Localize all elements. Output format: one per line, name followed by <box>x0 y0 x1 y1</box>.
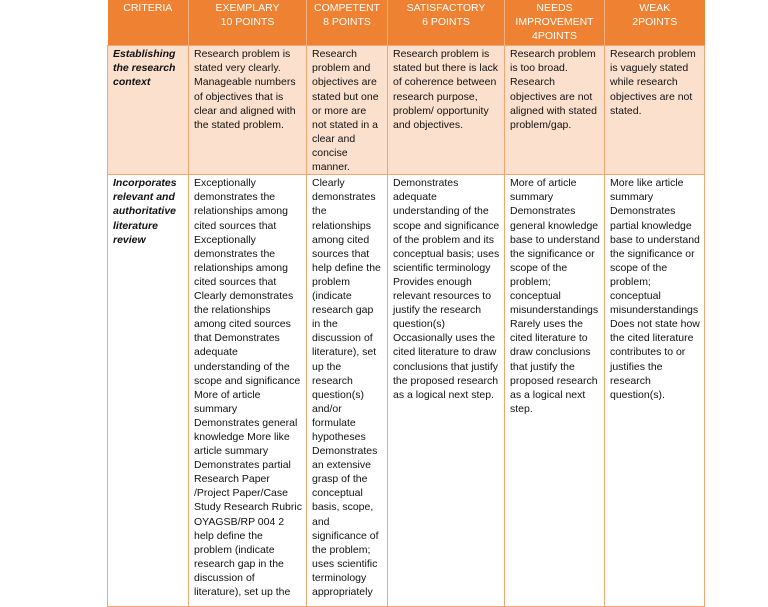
header-row <box>108 0 705 46</box>
level-points: 10 POINTS <box>220 16 275 29</box>
header-competent <box>307 0 388 46</box>
level-name: NEEDS IMPROVEMENT <box>515 2 594 29</box>
header-needs-improvement <box>505 0 605 46</box>
header-criteria-label: CRITERIA <box>123 2 173 14</box>
level-points: 6 POINTS <box>422 16 470 29</box>
cell-competent: Research problem and objectives are stated but one or more are not stated in a clear and concise manner. <box>307 46 388 175</box>
level-name: SATISFACTORY <box>406 2 486 14</box>
criterion-literature-review: Incorporates relevant and authoritative literature review <box>108 175 189 607</box>
level-name: WEAK <box>639 2 671 14</box>
header-exemplary <box>189 0 307 46</box>
level-name: EXEMPLARY <box>215 2 280 14</box>
cell-exemplary: Research problem is stated very clearly. Manageable numbers of objectives that is clear and aligned with the stated problem. <box>189 46 307 175</box>
cell-satisfactory: Demonstrates adequate understanding of the scope and significance of the problem and its conceptual basis; uses scientific terminology Provides enough relevant resources to justify the research question(s) Occasionally uses the cited literature to draw conclusions that justify the proposed research as a logical next step. <box>388 175 505 607</box>
level-points: 4POINTS <box>532 30 577 43</box>
level-points: 8 POINTS <box>323 16 371 29</box>
cell-exemplary: Exceptionally demonstrates the relationships among cited sources that Exceptionally demonstrates the relationships among cited sources that Clearly demonstrates the relationships among cited sources that Demonstrates adequate understanding of the scope and significance More of article summary Demonstrates general knowledge More like article summary Demonstrates partial Research Paper /Project Paper/Case Study Research Rubric OYAGSB/RP 004 2 help define the problem (indicate research gap in the discussion of literature), set up the <box>189 175 307 607</box>
table-row <box>108 175 705 607</box>
cell-satisfactory: Research problem is stated but there is lack of coherence between research purpose, problem/ opportunity and objectives. <box>388 46 505 175</box>
cell-weak: Research problem is vaguely stated while research objectives are not stated. <box>605 46 705 175</box>
cell-competent: Clearly demonstrates the relationships among cited sources that help define the problem (indicate research gap in the discussion of literature), set up the research question(s) and/or formulate hypotheses Demonstrates an extensive grasp of the conceptual basis, scope, and significance of the problem; uses scientific terminology appropriately <box>307 175 388 607</box>
header-satisfactory <box>388 0 505 46</box>
header-criteria <box>108 0 189 46</box>
header-weak <box>605 0 705 46</box>
rubric-table <box>107 0 705 607</box>
level-name: COMPETENT <box>314 2 380 14</box>
level-points: 2POINTS <box>632 16 678 29</box>
cell-needs-improvement: More of article summary Demonstrates general knowledge base to understand the significance or scope of the problem; conceptual misunderstandings Rarely uses the cited literature to draw conclusions that justify the proposed research as a logical next step. <box>505 175 605 607</box>
cell-weak: More like article summary Demonstrates partial knowledge base to understand the significance or scope of the problem; conceptual misunderstandings Does not state how the cited literature contributes to or justifies the research question(s). <box>605 175 705 607</box>
table-row <box>108 46 705 175</box>
cell-needs-improvement: Research problem is too broad. Research objectives are not aligned with stated problem/gap. <box>505 46 605 175</box>
criterion-research-context: Establishing the research context <box>108 46 189 175</box>
